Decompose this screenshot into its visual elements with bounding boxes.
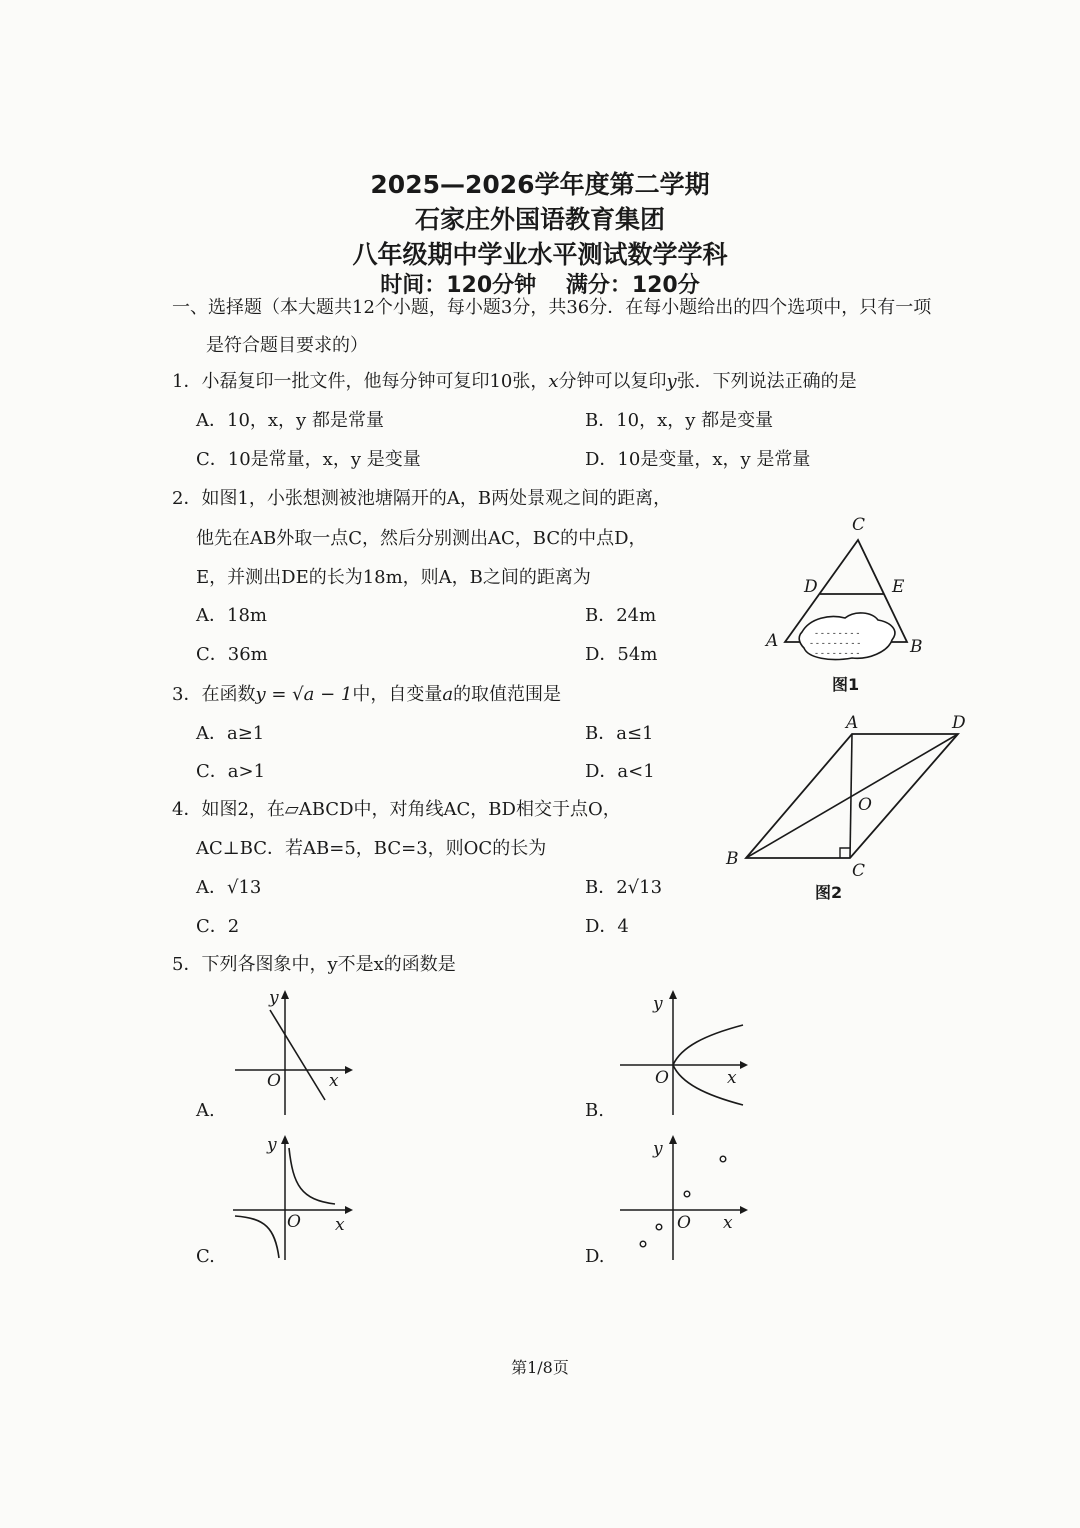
svg-text:- - - - - - - -: - - - - - - - - bbox=[815, 629, 860, 639]
q3-stem bbox=[172, 683, 561, 707]
q3-stem-part: 3．在函数 bbox=[172, 684, 256, 705]
fig2-label-b: B bbox=[726, 849, 739, 869]
fig1-label-a: A bbox=[766, 631, 779, 651]
graph-a-y-label: y bbox=[269, 988, 279, 1008]
exam-subject-title: 八年级期中学业水平测试数学学科 bbox=[352, 240, 728, 269]
graph-d-origin: O bbox=[677, 1213, 691, 1233]
svg-text:- - - - - - - - -: - - - - - - - - - bbox=[810, 639, 861, 649]
graph-b-x-label: x bbox=[727, 1068, 737, 1088]
q5-option-c: C. bbox=[196, 1246, 215, 1267]
q3-option-d: D．a<1 bbox=[585, 761, 655, 782]
svg-text:- - - - - - - -: - - - - - - - - bbox=[815, 649, 860, 659]
graph-c-x-label: x bbox=[335, 1215, 345, 1235]
q3-var-a: a bbox=[442, 684, 454, 705]
graph-b-y-label: y bbox=[653, 994, 663, 1014]
fig1-label-b: B bbox=[910, 637, 923, 657]
q1-stem-part: 1．小磊复印一批文件，他每分钟可复印10张， bbox=[172, 371, 549, 392]
graph-c-origin: O bbox=[287, 1212, 301, 1232]
graph-d-points bbox=[615, 1130, 755, 1265]
q1-option-b: B．10，x，y 都是变量 bbox=[585, 410, 774, 431]
q5-option-b: B. bbox=[585, 1100, 604, 1121]
q1-option-d: D．10是变量，x，y 是常量 bbox=[585, 449, 811, 470]
graph-d-y-label: y bbox=[653, 1139, 663, 1159]
q1-var-x: x bbox=[548, 371, 559, 392]
graph-c-hyperbola bbox=[225, 1130, 355, 1265]
school-name: 石家庄外国语教育集团 bbox=[414, 205, 665, 234]
fig2-label-a: A bbox=[846, 713, 859, 733]
figure-1-triangle bbox=[760, 510, 940, 670]
q3-stem-part: 的取值范围是 bbox=[453, 684, 562, 705]
q1-var-y: y bbox=[666, 371, 677, 392]
graph-a-line bbox=[225, 985, 355, 1120]
q2-stem-line3: E，并测出DE的长为18m，则A，B之间的距离为 bbox=[196, 567, 591, 588]
q4-option-a: A．√13 bbox=[196, 877, 262, 898]
q3-formula: y = √a − 1 bbox=[255, 684, 353, 705]
q2-option-b: B．24m bbox=[585, 605, 657, 626]
q1-stem-part: 张．下列说法正确的是 bbox=[676, 371, 857, 392]
q4-stem-line1: 4．如图2，在▱ABCD中，对角线AC，BD相交于点O， bbox=[172, 799, 621, 820]
q1-option-a: A．10，x，y 都是常量 bbox=[196, 410, 384, 431]
q1-stem bbox=[172, 370, 857, 394]
q4-option-b: B．2√13 bbox=[585, 877, 663, 898]
section-instructions: 一、选择题（本大题共12个小题，每小题3分，共36分．在每小题给出的四个选项中，只有一项 bbox=[172, 297, 932, 318]
graph-b-origin: O bbox=[655, 1068, 669, 1088]
q4-option-d: D．4 bbox=[585, 916, 629, 937]
exam-year-title: 2025—2026学年度第二学期 bbox=[370, 170, 710, 199]
section-instructions-cont: 是符合题目要求的） bbox=[206, 335, 368, 356]
fig2-label-c: C bbox=[852, 861, 866, 880]
q2-stem-line2: 他先在AB外取一点C，然后分别测出AC，BC的中点D， bbox=[196, 528, 647, 549]
fig1-label-c: C bbox=[852, 515, 866, 535]
q2-option-c: C．36m bbox=[196, 644, 268, 665]
q5-option-a: A. bbox=[196, 1100, 215, 1121]
q1-option-c: C．10是常量，x，y 是变量 bbox=[196, 449, 421, 470]
fig1-label-e: E bbox=[892, 577, 905, 597]
q4-stem-line2: AC⊥BC．若AB=5，BC=3，则OC的长为 bbox=[196, 838, 547, 859]
q5-option-d: D. bbox=[585, 1246, 605, 1267]
q2-option-d: D．54m bbox=[585, 644, 658, 665]
q3-option-b: B．a≤1 bbox=[585, 723, 654, 744]
fig2-label-o: O bbox=[858, 795, 872, 815]
figure-1-caption: 图1 bbox=[832, 675, 860, 694]
page-number: 第1/8页 bbox=[511, 1358, 569, 1377]
q5-stem: 5．下列各图象中，y不是x的函数是 bbox=[172, 954, 456, 975]
figure-2-caption: 图2 bbox=[815, 883, 843, 902]
graph-a-x-label: x bbox=[329, 1071, 339, 1091]
graph-a-origin: O bbox=[267, 1071, 281, 1091]
fig1-label-d: D bbox=[804, 577, 818, 597]
fig2-label-d: D bbox=[952, 713, 966, 733]
exam-time-score: 时间：120分钟 满分：120分 bbox=[380, 273, 700, 298]
q3-stem-part: 中，自变量 bbox=[352, 684, 443, 705]
q2-option-a: A．18m bbox=[196, 605, 267, 626]
graph-b-parabola bbox=[615, 985, 755, 1120]
graph-d-x-label: x bbox=[723, 1213, 733, 1233]
q3-option-a: A．a≥1 bbox=[196, 723, 265, 744]
graph-c-y-label: y bbox=[267, 1135, 277, 1155]
q1-stem-part: 分钟可以复印 bbox=[558, 371, 667, 392]
q3-option-c: C．a>1 bbox=[196, 761, 266, 782]
figure-2-parallelogram bbox=[720, 710, 980, 880]
q2-stem-line1: 2．如图1，小张想测被池塘隔开的A，B两处景观之间的距离， bbox=[172, 488, 672, 509]
q4-option-c: C．2 bbox=[196, 916, 240, 937]
